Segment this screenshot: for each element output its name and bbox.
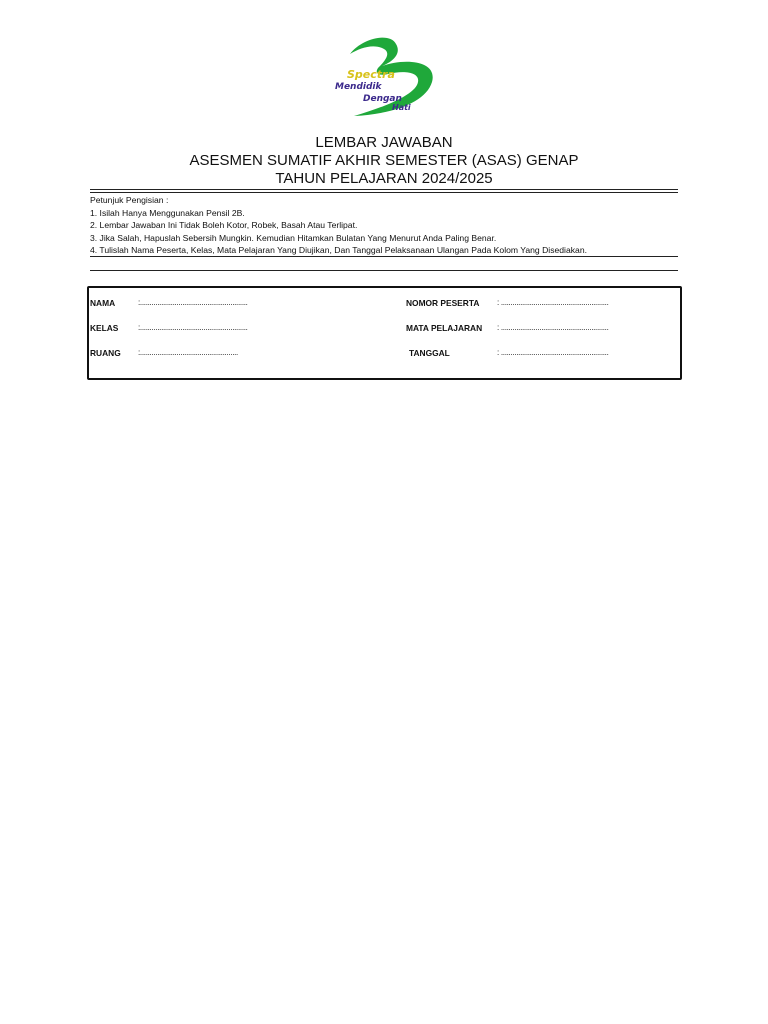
logo-name: Spectra [347,68,395,81]
instruction-item: 2. Lembar Jawaban Ini Tidak Boleh Kotor, Robek, Basah Atau Terlipat. [90,220,358,230]
participant-number-label: NOMOR PESERTA [406,298,480,308]
date-label: TANGGAL [409,348,450,358]
header-divider-bottom [90,192,678,193]
class-field[interactable]: :........................................................ [138,323,248,332]
instructions-block [90,194,680,257]
logo-tagline-1: Mendidik [335,82,382,92]
date-field[interactable]: : ........................................................ [497,348,609,357]
section-divider [90,270,678,271]
instructions-divider [90,256,678,257]
subject-label: MATA PELAJARAN [406,323,483,333]
name-label: NAMA [90,298,116,308]
logo-tagline-2: Dengan [363,94,402,104]
subject-field[interactable]: : ........................................................ [497,323,609,332]
school-logo [330,34,438,120]
class-label: KELAS [90,323,119,333]
instruction-item: 1. Isilah Hanya Menggunakan Pensil 2B. [90,207,245,218]
instruction-item: 3. Jika Salah, Hapuslah Sebersih Mungkin. Kemudian Hitamkan Bulatan Yang Menurut Anda Paling Benar. [90,232,497,243]
document-title: LEMBAR JAWABAN [315,134,453,151]
participant-number-field[interactable]: : ........................................................ [497,298,609,307]
exam-title: ASESMEN SUMATIF AKHIR SEMESTER (ASAS) GENAP [189,152,579,169]
name-field[interactable]: :........................................................ [138,298,248,307]
instruction-item: 4. Tulislah Nama Peserta, Kelas, Mata Pelajaran Yang Diujikan, Dan Tanggal Pelaksanaan Ulangan Pada Kolom Yang Disediakan. [90,245,587,255]
header-divider-top [90,189,678,190]
room-field[interactable]: :................................................... [138,348,238,357]
logo-tagline-3: Hati [392,103,411,112]
instructions-heading: Petunjuk Pengisian : [90,195,169,205]
room-label: RUANG [90,348,121,358]
academic-year: TAHUN PELAJARAN 2024/2025 [275,170,493,187]
